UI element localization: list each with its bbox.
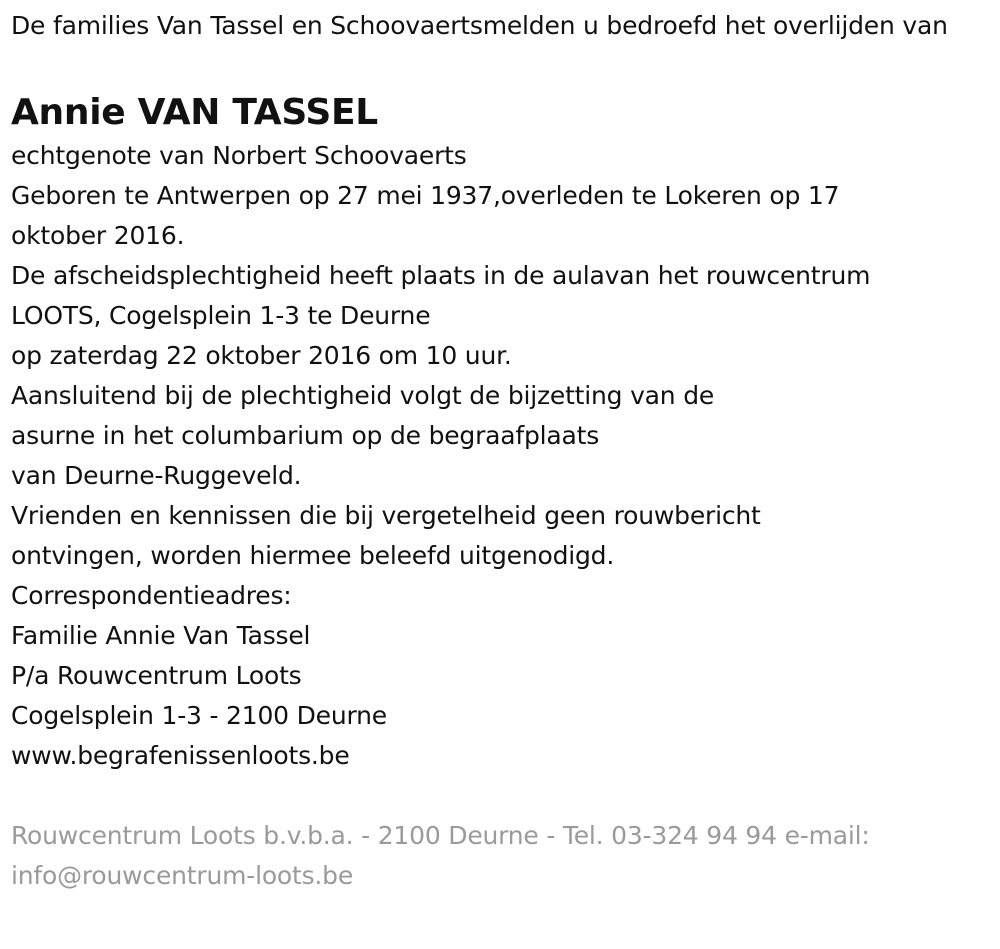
interment-line-1: Aansluitend bij de plechtigheid volgt de bijzetting van de — [11, 381, 715, 410]
spouse-line: echtgenote van Norbert Schoovaerts — [11, 141, 467, 170]
website-text: www.begrafenissenloots.be — [11, 741, 350, 770]
deceased-name: Annie VAN TASSEL — [11, 92, 378, 133]
funeral-home-footer: Rouwcentrum Loots b.v.b.a. - 2100 Deurne - Tel. 03-324 94 94 e-mail: info@rouwcentrum-loots.be — [11, 821, 870, 890]
interment-line-2: asurne in het columbarium op de begraafplaats — [11, 421, 600, 450]
ceremony-date-line: op zaterdag 22 oktober 2016 om 10 uur. — [11, 341, 512, 370]
death-date-line: oktober 2016. — [11, 221, 185, 250]
correspondence-name: Familie Annie Van Tassel — [11, 621, 311, 650]
spacer — [11, 46, 990, 86]
birth-death-line: Geboren te Antwerpen op 27 mei 1937,overleden te Lokeren op 17 — [11, 181, 840, 210]
intro-text: De families Van Tassel en Schoovaertsmelden u bedroefd het overlijden van — [11, 11, 948, 40]
ceremony-line: De afscheidsplechtigheid heeft plaats in de aulavan het rouwcentrum — [11, 261, 871, 290]
correspondence-address: Cogelsplein 1-3 - 2100 Deurne — [11, 701, 387, 730]
correspondence-care-of: P/a Rouwcentrum Loots — [11, 661, 302, 690]
interment-line-3: van Deurne-Ruggeveld. — [11, 461, 302, 490]
invitation-line-2: ontvingen, worden hiermee beleefd uitgenodigd. — [11, 541, 615, 570]
invitation-line-1: Vrienden en kennissen die bij vergetelheid geen rouwbericht — [11, 501, 761, 530]
correspondence-heading: Correspondentieadres: — [11, 581, 292, 610]
ceremony-location-line: LOOTS, Cogelsplein 1-3 te Deurne — [11, 301, 431, 330]
